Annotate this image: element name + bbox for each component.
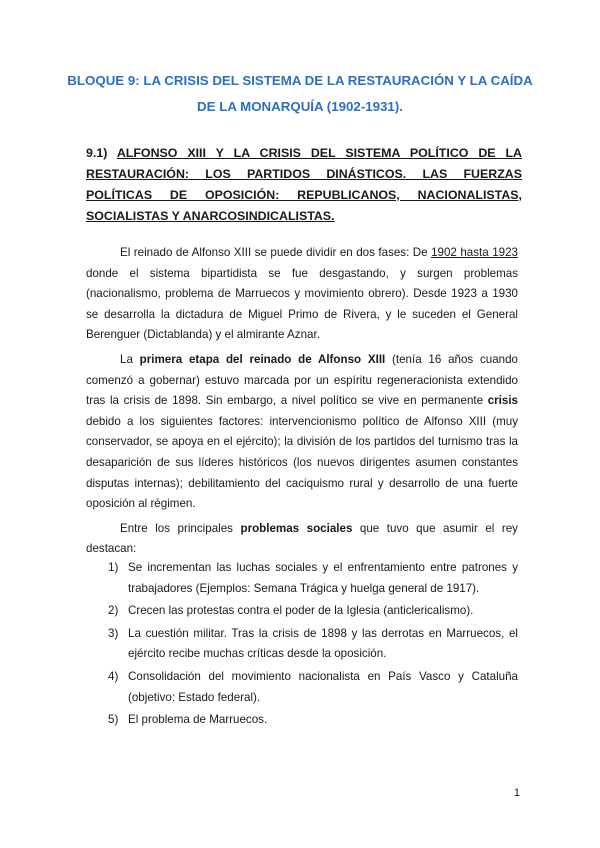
section-heading-text-end: SOCIALISTAS Y ANARCOSINDICALISTAS. bbox=[86, 209, 335, 223]
list-item-text: La cuestión militar. Tras la crisis de 1898 y las derrotas en Marruecos, el ejército recibe muchas críticas desde la oposición. bbox=[128, 626, 518, 661]
section-number: 9.1) bbox=[86, 146, 108, 160]
list-item-text: Consolidación del movimiento nacionalista en País Vasco y Cataluña (objetivo: Estado federal). bbox=[128, 669, 518, 704]
paragraph-2 bbox=[86, 350, 518, 515]
paragraph-1 bbox=[86, 243, 518, 346]
problems-list bbox=[86, 558, 518, 733]
page-number: 1 bbox=[513, 787, 520, 799]
paragraph-1-dates: 1902 hasta 1923 bbox=[431, 246, 518, 259]
paragraph-2-bold-b: crisis bbox=[487, 394, 518, 408]
list-item-text: Se incrementan las luchas sociales y el enfrentamiento entre patrones y trabajadores (Ejemplos: Semana Trágica y huelga general de 1917). bbox=[128, 561, 518, 595]
list-item-text: El problema de Marruecos. bbox=[128, 713, 268, 727]
paragraph-3-text-a: Entre los principales bbox=[120, 521, 241, 535]
paragraph-3-bold: problemas sociales bbox=[240, 521, 353, 535]
paragraph-1-text-c: donde el sistema bipartidista se fue desgastando, y surgen problemas (nacionalismo, problema de Marruecos y movimiento obrero). Desde 1923 a 1930 se desarrolla la dictadura de Miguel Primo de Rivera, y le suceden el General Berenguer (Dictablanda) y el almirante Aznar. bbox=[86, 266, 518, 342]
list-item bbox=[86, 624, 518, 665]
paragraph-2-text-c: (tenía 16 años cuando comenzó a gobernar) estuvo marcada por un espíritu regeneracionista extendido tras la crisis de 1898. Sin embargo, a nivel político se vive en permanente bbox=[86, 352, 518, 408]
paragraph-2-text-a: La bbox=[120, 352, 140, 366]
document-title: BLOQUE 9: LA CRISIS DEL SISTEMA DE LA RESTAURACIÓN Y LA CAÍDA DE LA MONARQUÍA (1902-1931). bbox=[67, 73, 533, 114]
list-item-number: 2) bbox=[108, 604, 119, 618]
paragraph-3 bbox=[86, 519, 518, 560]
list-item bbox=[86, 558, 518, 599]
list-item-number: 5) bbox=[108, 713, 119, 727]
paragraph-2-text-e: debido a los siguientes factores: intervencionismo político de Alfonso XIII (muy conservador, se apoya en el ejército); la división de los partidos del turnismo tras la desaparición de sus líderes históricos (los nuevos dirigentes asumen constantes disputas internas); debilitamiento del caciquismo rural y desarrollo de una fuerte oposición al régimen. bbox=[86, 414, 518, 511]
paragraph-2-bold-a: primera etapa del reinado de Alfonso XIII bbox=[139, 352, 386, 366]
list-item-number: 1) bbox=[108, 561, 119, 574]
list-item bbox=[86, 601, 518, 622]
list-item-text: Crecen las protestas contra el poder de la Iglesia (anticlericalismo). bbox=[128, 604, 474, 618]
list-item bbox=[86, 667, 518, 708]
list-item-number: 4) bbox=[108, 669, 119, 683]
section-heading-text: ALFONSO XIII Y LA CRISIS DEL SISTEMA POLÍTICO DE LA RESTAURACIÓN: LOS PARTIDOS DINÁSTICOS. LAS FUERZAS POLÍTICAS DE OPOSICIÓN: REPUBLICANOS, NACIONALISTAS, bbox=[86, 146, 523, 202]
body-text bbox=[86, 243, 518, 564]
list-item-number: 3) bbox=[108, 626, 119, 640]
paragraph-3-text-c: que tuvo que asumir el rey destacan: bbox=[86, 521, 518, 556]
list-item bbox=[86, 710, 518, 731]
paragraph-1-text-a: El reinado de Alfonso XIII se puede dividir en dos fases: De bbox=[120, 246, 432, 259]
section-heading bbox=[86, 143, 522, 227]
